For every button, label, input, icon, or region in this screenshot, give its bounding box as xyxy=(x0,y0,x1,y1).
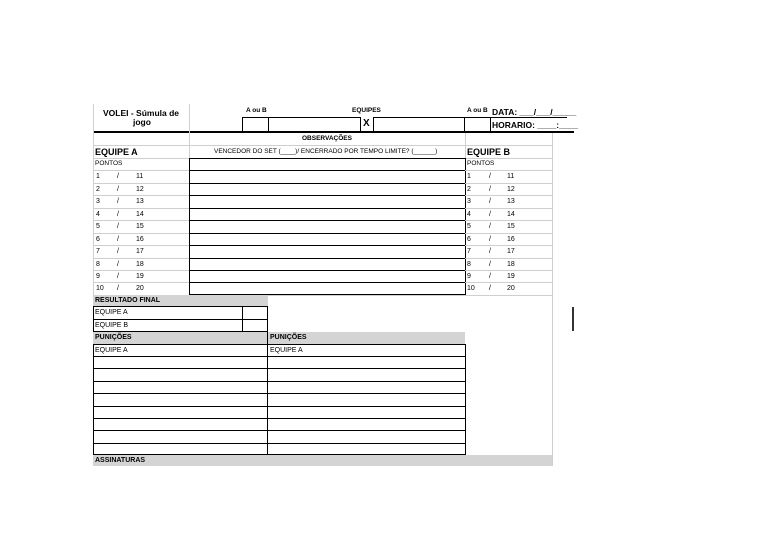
grid-line xyxy=(465,195,552,196)
versus-mark: X xyxy=(363,118,370,129)
grid-line xyxy=(93,220,189,221)
punicoes-row-line xyxy=(93,381,466,382)
grid-line xyxy=(93,270,189,271)
observations-box[interactable] xyxy=(189,158,466,295)
team-b-letter-box[interactable] xyxy=(464,117,491,132)
punicoes-left-team: EQUIPE A xyxy=(95,347,128,354)
resultado-title: RESULTADO FINAL xyxy=(95,297,161,304)
observation-line xyxy=(189,183,466,184)
observation-line xyxy=(189,282,466,283)
team-b-name-box[interactable] xyxy=(373,117,465,132)
observacoes-label: OBSERVAÇÕES xyxy=(302,135,352,142)
observation-line xyxy=(189,220,466,221)
team-a-pontos-label: PONTOS xyxy=(95,160,123,167)
grid-line xyxy=(465,245,552,246)
a-ou-b-right-label: A ou B xyxy=(467,107,488,114)
resultado-team-a: EQUIPE A xyxy=(95,309,128,316)
punicoes-row-line xyxy=(93,418,466,419)
observation-line xyxy=(189,245,466,246)
a-ou-b-left-label: A ou B xyxy=(246,107,267,114)
team-a-title: EQUIPE A xyxy=(95,147,138,157)
set-winner-line: VENCEDOR DO SET (____)/ ENCERRADO POR TEMPO LIMITE? (______) xyxy=(214,148,438,155)
grid-line xyxy=(93,245,189,246)
grid-line xyxy=(93,233,189,234)
observation-line xyxy=(189,270,466,271)
punicoes-row-line xyxy=(93,356,466,357)
equipes-label: EQUIPES xyxy=(352,107,381,114)
grid-line xyxy=(465,233,552,234)
grid-line xyxy=(93,282,189,283)
grid-line xyxy=(465,270,552,271)
grid-line xyxy=(93,158,189,159)
resultado-score-a-field[interactable] xyxy=(243,307,267,319)
grid-line xyxy=(465,258,552,259)
punicoes-right-team: EQUIPE A xyxy=(270,347,303,354)
resultado-score-b-field[interactable] xyxy=(243,320,267,332)
resultado-team-b: EQUIPE B xyxy=(95,322,129,329)
observation-line xyxy=(189,258,466,259)
grid-line xyxy=(93,258,189,259)
punicoes-row-line xyxy=(93,393,466,394)
punicoes-row-line xyxy=(93,430,466,431)
sheet-title-line2: jogo xyxy=(133,117,151,127)
observation-line xyxy=(189,195,466,196)
grid-line xyxy=(465,220,552,221)
punicoes-left-title: PUNIÇÕES xyxy=(95,334,132,341)
date-field[interactable]: DATA: ___/___/_____ xyxy=(492,107,577,117)
punicoes-row-line xyxy=(93,406,466,407)
grid-line xyxy=(93,183,189,184)
grid-line xyxy=(552,133,553,466)
observation-line xyxy=(189,233,466,234)
page-edge-marker xyxy=(572,307,574,331)
assinaturas-title: ASSINATURAS xyxy=(95,457,146,464)
punicoes-row-line xyxy=(93,368,466,369)
grid-line xyxy=(465,208,552,209)
grid-line xyxy=(93,145,552,146)
grid-line xyxy=(465,170,552,171)
observation-line xyxy=(189,170,466,171)
time-field[interactable]: HORARIO: ____:____ xyxy=(492,120,578,130)
grid-line xyxy=(93,170,189,171)
grid-line xyxy=(465,183,552,184)
punicoes-row-line xyxy=(93,443,466,444)
punicoes-table xyxy=(93,344,466,455)
team-a-name-box[interactable] xyxy=(268,117,361,132)
grid-line xyxy=(93,195,189,196)
header-rule xyxy=(93,131,574,133)
assinaturas-bar xyxy=(93,455,552,466)
team-b-pontos-label: PONTOS xyxy=(467,160,495,167)
grid-line xyxy=(93,208,189,209)
team-b-title: EQUIPE B xyxy=(467,147,511,157)
team-a-letter-box[interactable] xyxy=(242,117,269,132)
sheet-title-line1: VOLEI - Súmula de xyxy=(103,108,180,118)
punicoes-right-title: PUNIÇÕES xyxy=(270,334,307,341)
observation-line xyxy=(189,208,466,209)
grid-line xyxy=(465,282,552,283)
date-underline xyxy=(491,117,567,118)
grid-line xyxy=(465,158,552,159)
